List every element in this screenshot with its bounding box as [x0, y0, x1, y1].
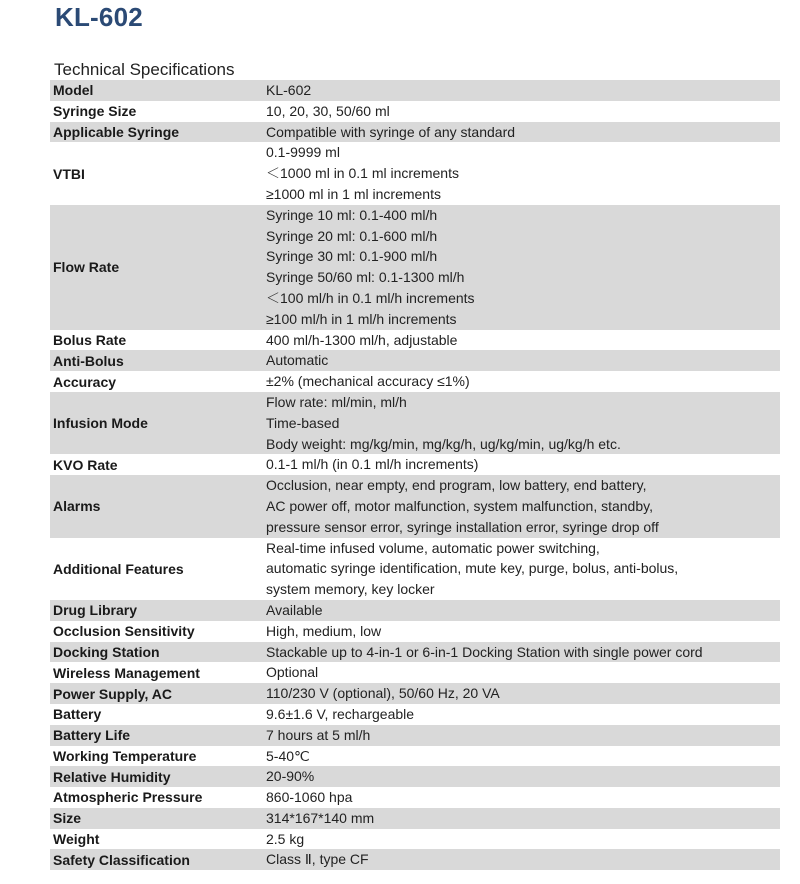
spec-values: [266, 600, 780, 621]
spec-label: Wireless Management: [53, 664, 200, 681]
spec-value-line: Automatic: [266, 352, 329, 369]
spec-row: [50, 350, 780, 371]
spec-values: [266, 725, 780, 746]
spec-value-line: ≥1000 ml in 1 ml increments: [266, 185, 441, 202]
spec-value-line: Optional: [266, 664, 319, 681]
spec-values: [266, 142, 780, 204]
spec-row: [50, 475, 780, 537]
spec-value-line: system memory, key locker: [266, 581, 435, 598]
spec-label: Docking Station: [53, 643, 160, 660]
spec-values: [266, 538, 780, 600]
spec-value-line: AC power off, motor malfunction, system malfunction, standby,: [266, 497, 653, 514]
spec-values: [266, 475, 780, 537]
spec-row: [50, 642, 780, 663]
spec-row: [50, 683, 780, 704]
spec-value-line: Flow rate: ml/min, ml/h: [266, 393, 407, 410]
spec-values: [266, 350, 780, 371]
spec-label: Flow Rate: [53, 259, 120, 276]
spec-value-line: 0.1-1 ml/h (in 0.1 ml/h increments): [266, 456, 479, 473]
spec-label: Bolus Rate: [53, 331, 127, 348]
spec-label: KVO Rate: [53, 456, 118, 473]
spec-values: [266, 371, 780, 392]
spec-values: [266, 330, 780, 351]
spec-values: [266, 746, 780, 767]
spec-label: VTBI: [53, 165, 85, 182]
spec-row: [50, 538, 780, 600]
spec-value-line: High, medium, low: [266, 622, 382, 639]
spec-row: [50, 829, 780, 850]
page-title: KL-602: [55, 2, 143, 32]
spec-row: [50, 787, 780, 808]
spec-label: Power Supply, AC: [53, 685, 173, 702]
spec-row: [50, 142, 780, 204]
spec-label: Model: [53, 82, 94, 99]
spec-label: Relative Humidity: [53, 768, 171, 785]
spec-value-line: Syringe 50/60 ml: 0.1-1300 ml/h: [266, 269, 465, 286]
spec-value-line: Occlusion, near empty, end program, low battery, end battery,: [266, 477, 647, 494]
spec-value-line: Time-based: [266, 414, 340, 431]
spec-row: [50, 371, 780, 392]
spec-label: Battery: [53, 706, 102, 723]
spec-row: [50, 621, 780, 642]
spec-label: Drug Library: [53, 602, 138, 619]
spec-label: Working Temperature: [53, 747, 197, 764]
spec-value-line: ＜100 ml/h in 0.1 ml/h increments: [266, 289, 475, 306]
spec-row: [50, 662, 780, 683]
spec-value-line: Body weight: mg/kg/min, mg/kg/h, ug/kg/min, ug/kg/h etc.: [266, 435, 621, 452]
spec-values: [266, 101, 780, 122]
spec-label: Battery Life: [53, 727, 131, 744]
spec-values: [266, 662, 780, 683]
spec-value-line: pressure sensor error, syringe installation error, syringe drop off: [266, 518, 659, 535]
spec-row: [50, 330, 780, 351]
spec-row: [50, 704, 780, 725]
spec-value-line: 860-1060 hpa: [266, 789, 353, 806]
spec-row: [50, 808, 780, 829]
spec-label: Accuracy: [53, 373, 117, 390]
spec-value-line: 400 ml/h-1300 ml/h, adjustable: [266, 331, 458, 348]
spec-values: [266, 205, 780, 330]
spec-row: [50, 849, 780, 870]
spec-row: [50, 392, 780, 454]
spec-row: [50, 101, 780, 122]
spec-value-line: Compatible with syringe of any standard: [266, 123, 516, 140]
spec-label: Infusion Mode: [53, 415, 148, 432]
spec-values: [266, 683, 780, 704]
spec-value-line: Stackable up to 4-in-1 or 6-in-1 Docking Station with single power cord: [266, 643, 703, 660]
spec-table: [50, 80, 780, 870]
spec-values: [266, 787, 780, 808]
spec-label: Atmospheric Pressure: [53, 789, 203, 806]
spec-values: [266, 621, 780, 642]
spec-value-line: Class Ⅱ, type CF: [266, 851, 369, 868]
spec-value-line: ＜1000 ml in 0.1 ml increments: [266, 165, 459, 182]
spec-values: [266, 849, 780, 870]
spec-values: [266, 122, 780, 143]
spec-row: [50, 600, 780, 621]
spec-values: [266, 642, 780, 663]
spec-value-line: 0.1-9999 ml: [266, 144, 340, 161]
spec-values: [266, 808, 780, 829]
spec-label: Weight: [53, 831, 100, 848]
spec-value-line: 110/230 V (optional), 50/60 Hz, 20 VA: [266, 685, 500, 702]
spec-label: Size: [53, 810, 82, 827]
spec-values: [266, 829, 780, 850]
spec-value-line: Syringe 20 ml: 0.1-600 ml/h: [266, 227, 438, 244]
spec-value-line: automatic syringe identification, mute key, purge, bolus, anti-bolus,: [266, 560, 679, 577]
spec-value-line: Real-time infused volume, automatic power switching,: [266, 539, 600, 556]
spec-row: [50, 80, 780, 101]
spec-row: [50, 766, 780, 787]
spec-value-line: KL-602: [266, 82, 312, 98]
spec-row: [50, 746, 780, 767]
spec-label: Additional Features: [53, 560, 184, 577]
spec-value-line: Available: [266, 601, 323, 618]
spec-label: Occlusion Sensitivity: [53, 623, 195, 640]
spec-value-line: ≥100 ml/h in 1 ml/h increments: [266, 310, 457, 327]
spec-values: [266, 704, 780, 725]
section-heading: Technical Specifications: [54, 60, 235, 79]
spec-label: Alarms: [53, 498, 101, 515]
spec-value-line: 7 hours at 5 ml/h: [266, 726, 371, 743]
spec-values: [266, 454, 780, 475]
spec-value-line: 20-90%: [266, 768, 315, 785]
spec-row: [50, 122, 780, 143]
spec-values: [266, 766, 780, 787]
spec-value-line: 10, 20, 30, 50/60 ml: [266, 102, 390, 119]
spec-label: Safety Classification: [53, 851, 190, 868]
spec-value-line: Syringe 10 ml: 0.1-400 ml/h: [266, 206, 438, 223]
spec-value-line: ±2% (mechanical accuracy ≤1%): [266, 373, 470, 390]
spec-value-line: 314*167*140 mm: [266, 809, 375, 826]
spec-label: Anti-Bolus: [53, 352, 124, 369]
spec-label: Syringe Size: [53, 103, 137, 120]
spec-value-line: 5-40℃: [266, 747, 310, 764]
spec-row: [50, 454, 780, 475]
spec-value-line: 9.6±1.6 V, rechargeable: [266, 705, 415, 722]
spec-value-line: 2.5 kg: [266, 830, 305, 847]
spec-row: [50, 205, 780, 330]
spec-values: [266, 80, 780, 101]
spec-value-line: Syringe 30 ml: 0.1-900 ml/h: [266, 248, 438, 265]
spec-values: [266, 392, 780, 454]
spec-label: Applicable Syringe: [53, 123, 180, 140]
spec-row: [50, 725, 780, 746]
